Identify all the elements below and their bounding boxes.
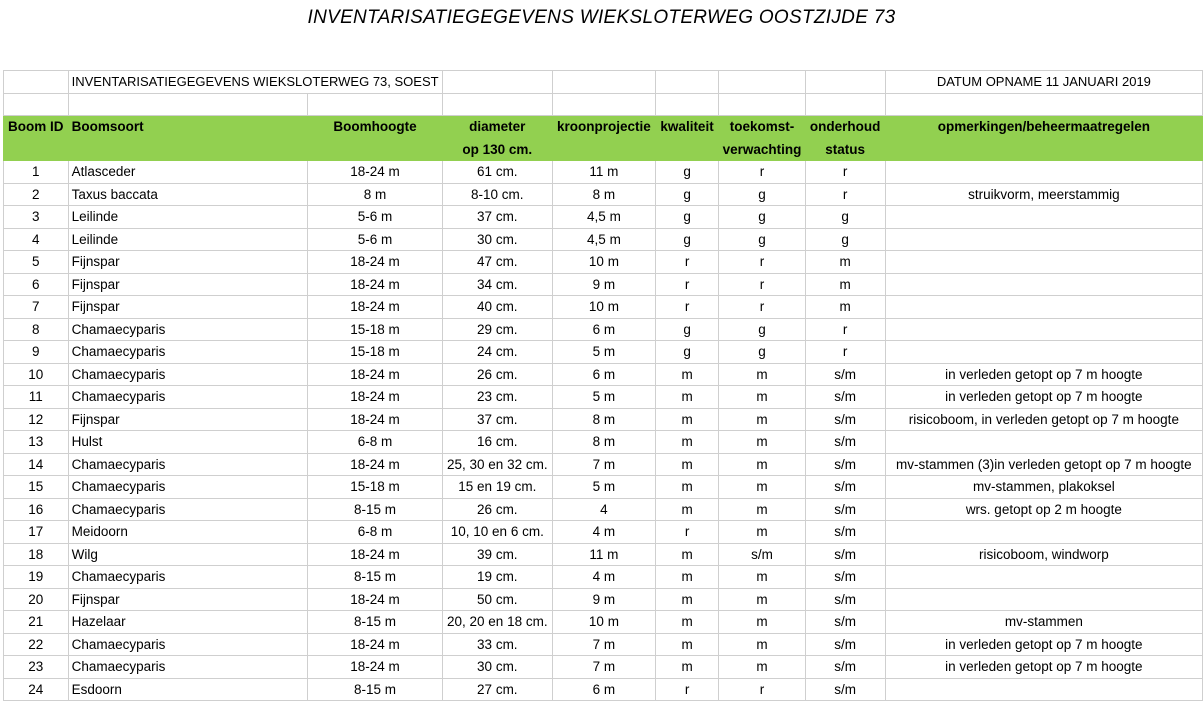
cell-boomhoogte: 5-6 m [308, 206, 442, 229]
cell-kwaliteit: m [655, 656, 718, 679]
info-right: DATUM OPNAME 11 JANUARI 2019 [885, 71, 1202, 94]
cell-opmerkingen [885, 318, 1202, 341]
cell-opmerkingen: wrs. getopt op 2 m hoogte [885, 498, 1202, 521]
info-left: INVENTARISATIEGEGEVENS WIEKSLOTERWEG 73, SOEST [68, 71, 442, 94]
cell-boom-id: 8 [4, 318, 69, 341]
cell-kwaliteit: m [655, 476, 718, 499]
cell-boom-id: 16 [4, 498, 69, 521]
cell-diameter: 26 cm. [442, 498, 552, 521]
cell-boomsoort: Chamaecyparis [68, 656, 308, 679]
cell-kwaliteit: m [655, 453, 718, 476]
cell-boom-id: 11 [4, 386, 69, 409]
cell-boomsoort: Leilinde [68, 228, 308, 251]
cell-onderhoud-status: m [805, 273, 885, 296]
cell-diameter: 40 cm. [442, 296, 552, 319]
cell-kwaliteit: m [655, 543, 718, 566]
header-boom-id: Boom ID [4, 116, 69, 139]
blank-row [4, 93, 1203, 116]
header-toekomst: toekomst- [719, 116, 805, 139]
table-row [4, 678, 1203, 701]
cell-boom-id: 24 [4, 678, 69, 701]
cell-boom-id: 21 [4, 611, 69, 634]
table-row [4, 206, 1203, 229]
cell-opmerkingen: in verleden getopt op 7 m hoogte [885, 363, 1202, 386]
cell-boomhoogte: 18-24 m [308, 296, 442, 319]
cell-toekomstverwachting: m [719, 521, 805, 544]
cell-kroonprojectie: 8 m [553, 408, 656, 431]
cell-diameter: 16 cm. [442, 431, 552, 454]
table-row [4, 566, 1203, 589]
cell-kroonprojectie: 5 m [553, 386, 656, 409]
cell-boomsoort: Hazelaar [68, 611, 308, 634]
cell-onderhoud-status: s/m [805, 408, 885, 431]
cell-opmerkingen: struikvorm, meerstammig [885, 183, 1202, 206]
cell-diameter: 19 cm. [442, 566, 552, 589]
cell-boom-id: 17 [4, 521, 69, 544]
cell-toekomstverwachting: m [719, 566, 805, 589]
cell-opmerkingen: mv-stammen [885, 611, 1202, 634]
cell-boomhoogte: 8 m [308, 183, 442, 206]
cell-kroonprojectie: 9 m [553, 588, 656, 611]
cell-boomsoort: Meidoorn [68, 521, 308, 544]
cell-diameter: 39 cm. [442, 543, 552, 566]
cell-opmerkingen [885, 521, 1202, 544]
cell-toekomstverwachting: r [719, 273, 805, 296]
cell-boom-id: 9 [4, 341, 69, 364]
cell-boomhoogte: 18-24 m [308, 633, 442, 656]
cell-kwaliteit: r [655, 251, 718, 274]
header-opmerkingen: opmerkingen/beheermaatregelen [885, 116, 1202, 139]
cell-diameter: 15 en 19 cm. [442, 476, 552, 499]
cell-boom-id: 14 [4, 453, 69, 476]
cell-boomsoort: Chamaecyparis [68, 318, 308, 341]
cell-diameter: 20, 20 en 18 cm. [442, 611, 552, 634]
cell-boomhoogte: 8-15 m [308, 611, 442, 634]
cell-diameter: 30 cm. [442, 656, 552, 679]
cell-toekomstverwachting: g [719, 318, 805, 341]
cell-boomsoort: Esdoorn [68, 678, 308, 701]
header-status: status [805, 138, 885, 161]
table-row [4, 656, 1203, 679]
cell-toekomstverwachting: r [719, 251, 805, 274]
table-row [4, 431, 1203, 454]
cell-kroonprojectie: 9 m [553, 273, 656, 296]
cell-diameter: 50 cm. [442, 588, 552, 611]
cell-kroonprojectie: 5 m [553, 476, 656, 499]
cell-kroonprojectie: 6 m [553, 363, 656, 386]
cell-kroonprojectie: 4,5 m [553, 206, 656, 229]
cell-onderhoud-status: m [805, 251, 885, 274]
table-row [4, 161, 1203, 184]
cell-kwaliteit: m [655, 611, 718, 634]
cell-kroonprojectie: 4 m [553, 566, 656, 589]
cell-boom-id: 19 [4, 566, 69, 589]
cell-opmerkingen [885, 161, 1202, 184]
cell-opmerkingen [885, 228, 1202, 251]
cell-boomhoogte: 18-24 m [308, 386, 442, 409]
table-row [4, 386, 1203, 409]
cell-toekomstverwachting: g [719, 341, 805, 364]
cell-toekomstverwachting: m [719, 453, 805, 476]
table-row [4, 363, 1203, 386]
cell-boom-id: 15 [4, 476, 69, 499]
cell-diameter: 8-10 cm. [442, 183, 552, 206]
cell-kwaliteit: r [655, 678, 718, 701]
cell-kwaliteit: g [655, 161, 718, 184]
cell-boomhoogte: 8-15 m [308, 498, 442, 521]
cell-boom-id: 12 [4, 408, 69, 431]
cell-diameter: 26 cm. [442, 363, 552, 386]
cell-onderhoud-status: s/m [805, 656, 885, 679]
cell-opmerkingen: risicoboom, in verleden getopt op 7 m hoogte [885, 408, 1202, 431]
table-row [4, 476, 1203, 499]
table-row [4, 251, 1203, 274]
cell-boomsoort: Wilg [68, 543, 308, 566]
cell-boom-id: 5 [4, 251, 69, 274]
cell-boomsoort: Fijnspar [68, 296, 308, 319]
cell-kroonprojectie: 8 m [553, 183, 656, 206]
table-row [4, 498, 1203, 521]
cell-toekomstverwachting: m [719, 588, 805, 611]
cell-kroonprojectie: 5 m [553, 341, 656, 364]
header-boomsoort: Boomsoort [68, 116, 308, 139]
cell-kwaliteit: g [655, 318, 718, 341]
cell-boomsoort: Chamaecyparis [68, 566, 308, 589]
cell-onderhoud-status: s/m [805, 678, 885, 701]
cell-opmerkingen [885, 251, 1202, 274]
cell-onderhoud-status: m [805, 296, 885, 319]
cell-boomhoogte: 18-24 m [308, 656, 442, 679]
cell-boomhoogte: 15-18 m [308, 318, 442, 341]
cell-boomhoogte: 15-18 m [308, 341, 442, 364]
cell-toekomstverwachting: m [719, 408, 805, 431]
cell-boomsoort: Fijnspar [68, 588, 308, 611]
header-boomhoogte: Boomhoogte [308, 116, 442, 139]
cell-opmerkingen [885, 273, 1202, 296]
header-row-2 [4, 138, 1203, 161]
cell-opmerkingen: in verleden getopt op 7 m hoogte [885, 633, 1202, 656]
cell-onderhoud-status: g [805, 206, 885, 229]
cell-kwaliteit: m [655, 363, 718, 386]
cell-toekomstverwachting: m [719, 611, 805, 634]
cell-diameter: 25, 30 en 32 cm. [442, 453, 552, 476]
cell-boom-id: 1 [4, 161, 69, 184]
document-title: INVENTARISATIEGEGEVENS WIEKSLOTERWEG OOSTZIJDE 73 [307, 7, 896, 28]
cell-boom-id: 7 [4, 296, 69, 319]
header-kwaliteit: kwaliteit [655, 116, 718, 139]
cell-boomhoogte: 18-24 m [308, 543, 442, 566]
cell-boomhoogte: 6-8 m [308, 431, 442, 454]
cell-kroonprojectie: 11 m [553, 161, 656, 184]
cell-toekomstverwachting: m [719, 363, 805, 386]
cell-toekomstverwachting: g [719, 228, 805, 251]
cell-diameter: 33 cm. [442, 633, 552, 656]
cell-diameter: 34 cm. [442, 273, 552, 296]
info-row [4, 71, 1203, 94]
cell-boomsoort: Chamaecyparis [68, 386, 308, 409]
cell-boomhoogte: 5-6 m [308, 228, 442, 251]
cell-onderhoud-status: r [805, 318, 885, 341]
cell-diameter: 61 cm. [442, 161, 552, 184]
cell-kroonprojectie: 7 m [553, 453, 656, 476]
cell-boomsoort: Chamaecyparis [68, 476, 308, 499]
cell-boomsoort: Chamaecyparis [68, 363, 308, 386]
cell-kwaliteit: m [655, 633, 718, 656]
cell-kwaliteit: m [655, 588, 718, 611]
cell-onderhoud-status: g [805, 228, 885, 251]
cell-boom-id: 3 [4, 206, 69, 229]
cell-boom-id: 18 [4, 543, 69, 566]
table-row [4, 408, 1203, 431]
cell-opmerkingen: risicoboom, windworp [885, 543, 1202, 566]
cell-boomhoogte: 18-24 m [308, 408, 442, 431]
cell-opmerkingen [885, 588, 1202, 611]
cell-kroonprojectie: 6 m [553, 678, 656, 701]
cell-toekomstverwachting: m [719, 633, 805, 656]
cell-onderhoud-status: s/m [805, 386, 885, 409]
cell-boomhoogte: 18-24 m [308, 273, 442, 296]
cell-boomhoogte: 18-24 m [308, 363, 442, 386]
cell-onderhoud-status: s/m [805, 633, 885, 656]
table-row [4, 588, 1203, 611]
inventory-table [3, 70, 1203, 701]
cell-toekomstverwachting: m [719, 386, 805, 409]
cell-onderhoud-status: s/m [805, 611, 885, 634]
cell-kwaliteit: g [655, 341, 718, 364]
cell-kroonprojectie: 10 m [553, 296, 656, 319]
table-row [4, 183, 1203, 206]
cell-kroonprojectie: 8 m [553, 431, 656, 454]
cell-onderhoud-status: s/m [805, 521, 885, 544]
cell-onderhoud-status: s/m [805, 498, 885, 521]
cell-kwaliteit: m [655, 566, 718, 589]
cell-kroonprojectie: 7 m [553, 656, 656, 679]
cell-boomsoort: Taxus baccata [68, 183, 308, 206]
cell-boom-id: 6 [4, 273, 69, 296]
cell-kroonprojectie: 4 [553, 498, 656, 521]
cell-boomsoort: Chamaecyparis [68, 498, 308, 521]
cell-boom-id: 4 [4, 228, 69, 251]
header-verwachting: verwachting [719, 138, 805, 161]
table-row [4, 543, 1203, 566]
header-diameter: diameter [442, 116, 552, 139]
cell-onderhoud-status: r [805, 341, 885, 364]
cell-toekomstverwachting: s/m [719, 543, 805, 566]
cell-kwaliteit: g [655, 228, 718, 251]
cell-toekomstverwachting: r [719, 296, 805, 319]
cell-boomhoogte: 8-15 m [308, 566, 442, 589]
cell-opmerkingen [885, 566, 1202, 589]
cell-onderhoud-status: s/m [805, 431, 885, 454]
cell-boomhoogte: 18-24 m [308, 588, 442, 611]
cell-boom-id: 13 [4, 431, 69, 454]
cell-boomsoort: Chamaecyparis [68, 633, 308, 656]
cell-diameter: 24 cm. [442, 341, 552, 364]
cell-diameter: 47 cm. [442, 251, 552, 274]
cell-opmerkingen [885, 296, 1202, 319]
cell-boomhoogte: 18-24 m [308, 161, 442, 184]
cell-opmerkingen: mv-stammen, plakoksel [885, 476, 1202, 499]
cell-diameter: 10, 10 en 6 cm. [442, 521, 552, 544]
cell-kwaliteit: m [655, 498, 718, 521]
cell-onderhoud-status: s/m [805, 588, 885, 611]
cell-boom-id: 2 [4, 183, 69, 206]
cell-boom-id: 20 [4, 588, 69, 611]
cell-kwaliteit: r [655, 521, 718, 544]
cell-kroonprojectie: 7 m [553, 633, 656, 656]
cell-boomhoogte: 18-24 m [308, 251, 442, 274]
cell-boomhoogte: 18-24 m [308, 453, 442, 476]
cell-boom-id: 23 [4, 656, 69, 679]
table-row [4, 296, 1203, 319]
cell-kwaliteit: m [655, 431, 718, 454]
cell-diameter: 30 cm. [442, 228, 552, 251]
cell-kroonprojectie: 4 m [553, 521, 656, 544]
cell-boomhoogte: 8-15 m [308, 678, 442, 701]
header-onderhoud: onderhoud [805, 116, 885, 139]
cell-boomsoort: Chamaecyparis [68, 453, 308, 476]
cell-toekomstverwachting: m [719, 498, 805, 521]
cell-onderhoud-status: s/m [805, 543, 885, 566]
cell-opmerkingen [885, 206, 1202, 229]
cell-onderhoud-status: s/m [805, 453, 885, 476]
cell-toekomstverwachting: r [719, 678, 805, 701]
cell-boomsoort: Hulst [68, 431, 308, 454]
cell-opmerkingen: in verleden getopt op 7 m hoogte [885, 656, 1202, 679]
cell-toekomstverwachting: m [719, 476, 805, 499]
header-diameter-2: op 130 cm. [442, 138, 552, 161]
cell-opmerkingen: mv-stammen (3)in verleden getopt op 7 m hoogte [885, 453, 1202, 476]
cell-boomhoogte: 6-8 m [308, 521, 442, 544]
table-row [4, 611, 1203, 634]
cell-onderhoud-status: s/m [805, 363, 885, 386]
cell-diameter: 37 cm. [442, 408, 552, 431]
cell-boom-id: 10 [4, 363, 69, 386]
cell-toekomstverwachting: m [719, 431, 805, 454]
cell-diameter: 29 cm. [442, 318, 552, 341]
cell-kroonprojectie: 4,5 m [553, 228, 656, 251]
cell-kwaliteit: r [655, 273, 718, 296]
cell-boomsoort: Fijnspar [68, 251, 308, 274]
cell-boomsoort: Chamaecyparis [68, 341, 308, 364]
cell-kwaliteit: r [655, 296, 718, 319]
cell-opmerkingen [885, 431, 1202, 454]
cell-kroonprojectie: 6 m [553, 318, 656, 341]
cell-diameter: 27 cm. [442, 678, 552, 701]
cell-kroonprojectie: 11 m [553, 543, 656, 566]
cell-kwaliteit: m [655, 386, 718, 409]
cell-kroonprojectie: 10 m [553, 611, 656, 634]
cell-toekomstverwachting: m [719, 656, 805, 679]
table-row [4, 453, 1203, 476]
cell-diameter: 37 cm. [442, 206, 552, 229]
cell-toekomstverwachting: g [719, 206, 805, 229]
cell-opmerkingen [885, 678, 1202, 701]
cell-boomsoort: Fijnspar [68, 273, 308, 296]
table-row [4, 318, 1203, 341]
cell-onderhoud-status: r [805, 183, 885, 206]
cell-boom-id: 22 [4, 633, 69, 656]
cell-boomsoort: Atlasceder [68, 161, 308, 184]
cell-kroonprojectie: 10 m [553, 251, 656, 274]
cell-toekomstverwachting: r [719, 161, 805, 184]
header-row [4, 116, 1203, 139]
cell-opmerkingen: in verleden getopt op 7 m hoogte [885, 386, 1202, 409]
cell-boomsoort: Leilinde [68, 206, 308, 229]
table-row [4, 273, 1203, 296]
table-row [4, 228, 1203, 251]
cell-onderhoud-status: r [805, 161, 885, 184]
cell-diameter: 23 cm. [442, 386, 552, 409]
table-row [4, 633, 1203, 656]
table-row [4, 341, 1203, 364]
cell-kwaliteit: m [655, 408, 718, 431]
cell-boomhoogte: 15-18 m [308, 476, 442, 499]
cell-opmerkingen [885, 341, 1202, 364]
cell-kwaliteit: g [655, 183, 718, 206]
cell-onderhoud-status: s/m [805, 566, 885, 589]
cell-onderhoud-status: s/m [805, 476, 885, 499]
cell-boomsoort: Fijnspar [68, 408, 308, 431]
cell-kwaliteit: g [655, 206, 718, 229]
cell-toekomstverwachting: g [719, 183, 805, 206]
header-kroonprojectie: kroonprojectie [553, 116, 656, 139]
table-row [4, 521, 1203, 544]
